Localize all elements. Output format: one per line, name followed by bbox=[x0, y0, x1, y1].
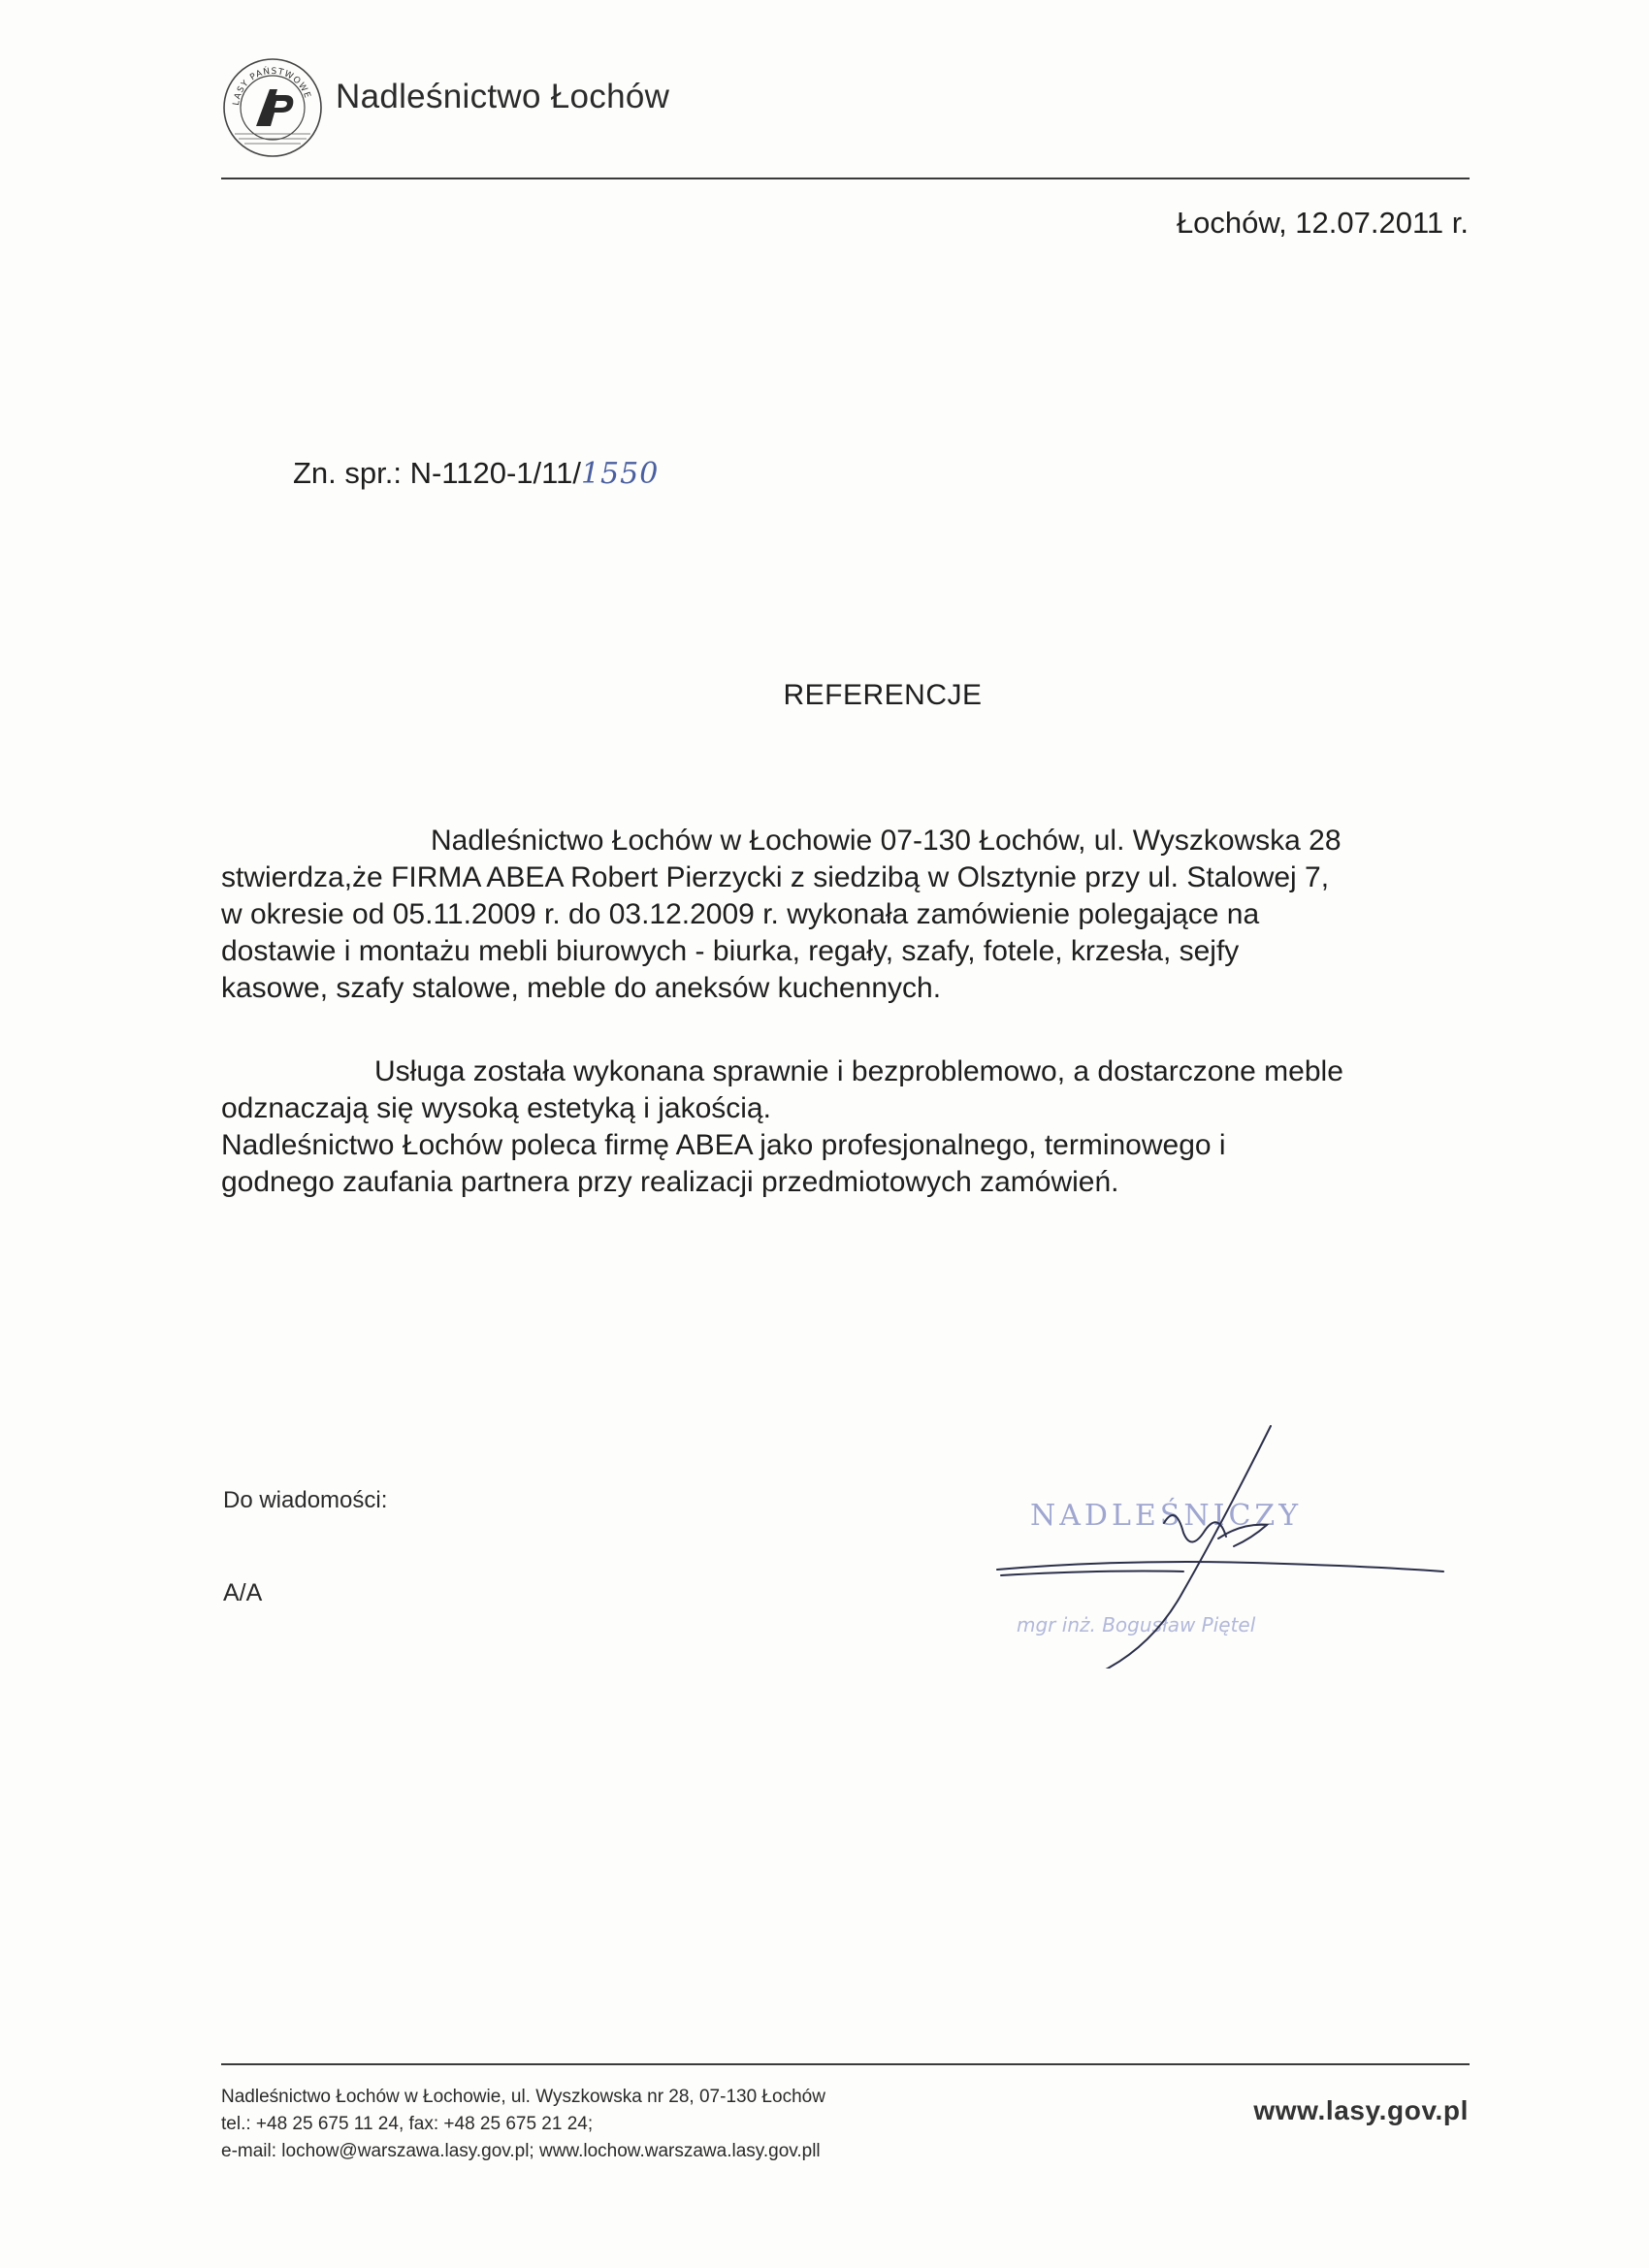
handwritten-reference-number: 1550 bbox=[580, 457, 660, 491]
paragraph-line: w okresie od 05.11.2009 r. do 03.12.2009 r. wykonała zamówienie polegające na bbox=[221, 898, 1260, 930]
footer-phone-line: tel.: +48 25 675 11 24, fax: +48 25 675 21 24; bbox=[221, 2114, 594, 2134]
stamp-title: NADLEŚNICZY bbox=[1030, 1499, 1303, 1533]
cc-value: A/A bbox=[223, 1579, 263, 1606]
lasy-panstwowe-logo bbox=[221, 56, 324, 159]
footer-address-line: Nadleśnictwo Łochów w Łochowie, ul. Wyszkowska nr 28, 07-130 Łochów bbox=[221, 2087, 825, 2107]
paragraph-line: kasowe, szafy stalowe, meble do aneksów kuchennych. bbox=[221, 972, 942, 1004]
header-divider bbox=[221, 178, 1470, 179]
footer-email-line: e-mail: lochow@warszawa.lasy.gov.pl; www.lochow.warszawa.lasy.gov.pll bbox=[221, 2141, 821, 2161]
footer-address bbox=[221, 2084, 825, 2165]
reference-number bbox=[293, 456, 659, 491]
paragraph-line: stwierdza,że FIRMA ABEA Robert Pierzycki z siedzibą w Olsztynie przy ul. Stalowej 7, bbox=[221, 861, 1330, 893]
paragraph-line: godnego zaufania partnera przy realizacji przedmiotowych zamówień. bbox=[221, 1166, 1119, 1198]
paragraph-line: dostawie i montażu mebli biurowych - biurka, regały, szafy, fotele, krzesła, sejfy bbox=[221, 935, 1240, 967]
reference-label: Zn. spr.: N-1120-1/11/ bbox=[293, 456, 581, 490]
letter-date: Łochów, 12.07.2011 r. bbox=[1176, 206, 1469, 240]
footer-website: www.lasy.gov.pl bbox=[1253, 2095, 1469, 2125]
paragraph-2 bbox=[221, 1053, 1468, 1127]
footer-divider bbox=[221, 2063, 1470, 2065]
stamp-and-signature bbox=[989, 1416, 1455, 1669]
cc-label: Do wiadomości: bbox=[223, 1487, 388, 1513]
paragraph-line: Nadleśnictwo Łochów poleca firmę ABEA jako profesjonalnego, terminowego i bbox=[221, 1129, 1226, 1161]
stamp-name: mgr inż. Bogusław Piętel bbox=[1017, 1613, 1256, 1636]
paragraph-1 bbox=[221, 823, 1468, 1007]
document-title: REFERENCJE bbox=[783, 679, 983, 711]
paragraph-line: Usługa została wykonana sprawnie i bezproblemowo, a dostarczone meble bbox=[374, 1055, 1343, 1087]
logo-text: LASY PAŃSTWOWE bbox=[231, 66, 312, 107]
paragraph-line: odznaczają się wysoką estetyką i jakością. bbox=[221, 1092, 771, 1124]
organization-name: Nadleśnictwo Łochów bbox=[336, 78, 670, 115]
paragraph-line: Nadleśnictwo Łochów w Łochowie 07-130 Łochów, ul. Wyszkowska 28 bbox=[431, 825, 1342, 857]
paragraph-3 bbox=[221, 1127, 1468, 1201]
